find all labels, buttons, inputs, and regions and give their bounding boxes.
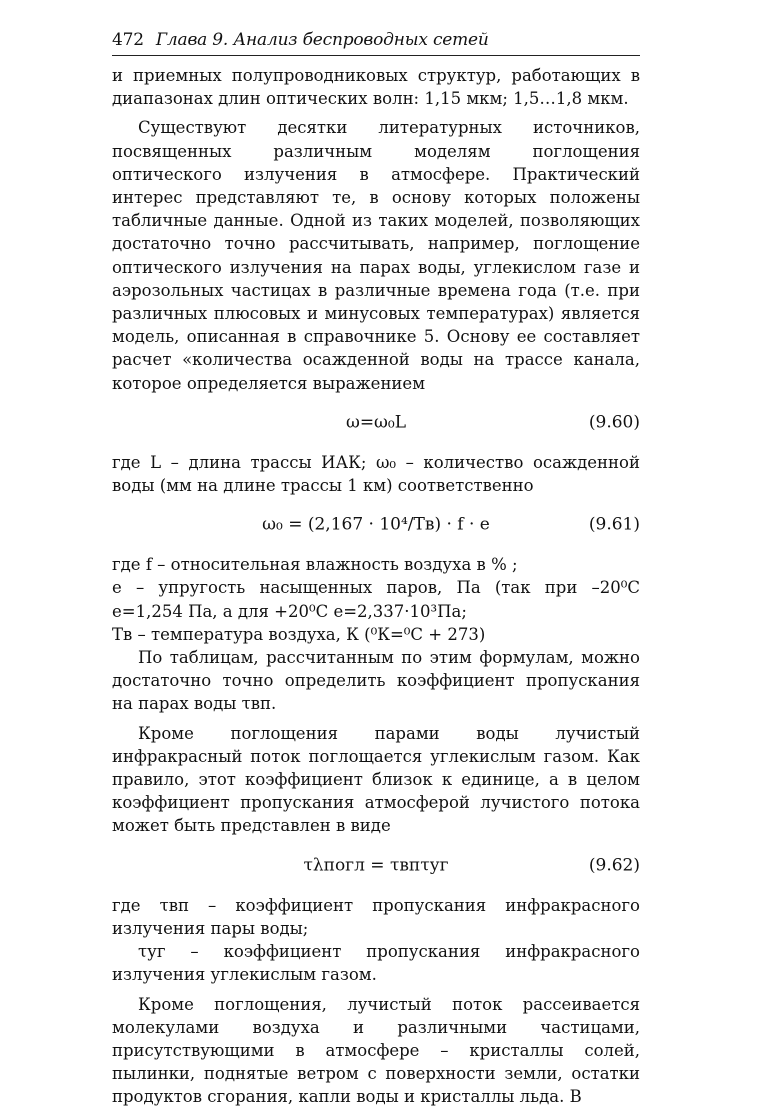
equation-formula: ω=ω₀L <box>345 412 407 433</box>
paragraph-11: Кроме поглощения, лучистый поток рассеивается молекулами воздуха и различными частицами, присутствующими в атмосфере – кристаллы солей, пылинки, поднятые ветром с поверхности земли, остатки продуктов сгорания, капли воды и кристаллы льда. В <box>112 994 640 1107</box>
equation-9-62 <box>112 838 640 894</box>
page-number: 472 <box>112 30 144 50</box>
equation-number: (9.60) <box>588 412 640 433</box>
paragraph-1: и приемных полупроводниковых структур, работающих в диапазонах длин оптических волн: 1,15 мкм; 1,5…1,8 мкм. <box>112 66 640 109</box>
paragraph-3: где L – длина трассы ИАК; ω₀ – количество осажденной воды (мм на длине трассы 1 км) соответственно <box>112 452 640 496</box>
paragraph-9: где τвп – коэффициент пропускания инфракрасного излучения пары воды; <box>112 895 640 938</box>
equation-formula: τλпогл = τвпτуг <box>303 855 449 876</box>
equation-number: (9.62) <box>588 855 640 876</box>
running-header <box>112 30 640 52</box>
equation-number: (9.61) <box>588 514 640 535</box>
paragraph-10: τуг – коэффициент пропускания инфракрасного излучения углекислым газом. <box>112 942 640 985</box>
paragraph-5: е – упругость насыщенных паров, Па (так при –20⁰С е=1,254 Па, а для +20⁰С е=2,337·10³Па; <box>112 578 640 621</box>
equation-9-60 <box>112 395 640 451</box>
paragraph-2: Существуют десятки литературных источников, посвященных различным моделям поглощения оптического излучения в атмосфере. Практический интерес представляют те, в основу которых положены табличные данные. Одной из таких моделей, позволяющих достаточно точно рассчитывать, например, поглощение оптического излучения на парах воды, углекислом газе и аэрозольных частицах в различные времена года (т.е. при различных плюсовых и минусовых температурах) является модель, описанная в справочнике 5. Основу ее составляет расчет «количества осажденной воды на трассе канала, которое определяется выражением <box>112 118 640 393</box>
paragraph-7: По таблицам, рассчитанным по этим формулам, можно достаточно точно определить коэффициент пропускания на парах воды τвп. <box>112 648 640 714</box>
chapter-title: Глава 9. Анализ беспроводных сетей <box>155 30 489 50</box>
page-body <box>112 64 640 1109</box>
equation-formula: ω₀ = (2,167 · 10⁴/Тв) · f · e <box>262 514 490 535</box>
header-rule <box>112 55 640 56</box>
paragraph-6: Тв – температура воздуха, К (⁰К=⁰С + 273) <box>112 624 486 644</box>
paragraph-8: Кроме поглощения парами воды лучистый инфракрасный поток поглощается углекислым газом. Как правило, этот коэффициент близок к единице, а в целом коэффициент пропускания атмосферой лучистого потока может быть представлен в виде <box>112 723 640 836</box>
equation-9-61 <box>112 497 640 553</box>
paragraph-4: где f – относительная влажность воздуха в % ; <box>112 555 518 575</box>
